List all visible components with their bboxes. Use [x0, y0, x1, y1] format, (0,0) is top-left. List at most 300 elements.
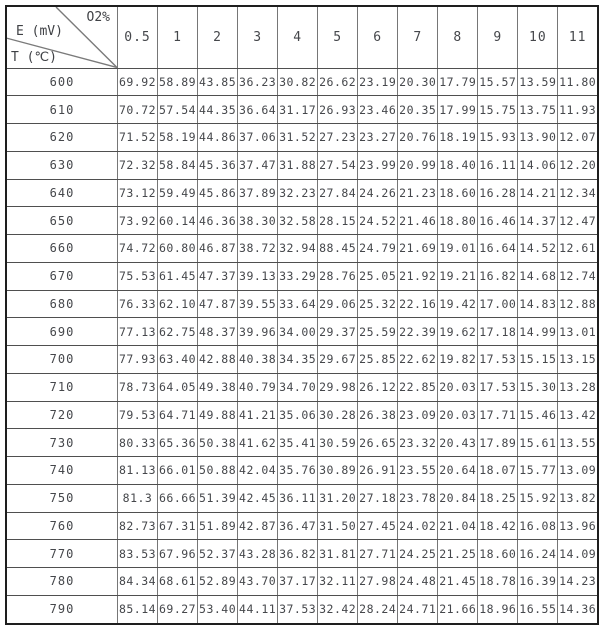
emv-value-cell: 52.89: [198, 568, 238, 596]
emv-value-cell: 21.92: [398, 262, 438, 290]
emv-value-cell: 14.06: [518, 151, 558, 179]
emv-value-cell: 16.28: [478, 179, 518, 207]
emv-value-cell: 60.14: [158, 207, 198, 235]
emv-value-cell: 14.21: [518, 179, 558, 207]
emv-value-cell: 15.93: [478, 124, 518, 152]
emv-value-cell: 21.23: [398, 179, 438, 207]
emv-value-cell: 65.36: [158, 429, 198, 457]
emv-value-cell: 58.89: [158, 68, 198, 96]
emv-value-cell: 34.70: [278, 373, 318, 401]
temperature-cell: 630: [6, 151, 118, 179]
emv-value-cell: 15.92: [518, 484, 558, 512]
emv-value-cell: 36.23: [238, 68, 278, 96]
emv-value-cell: 50.38: [198, 429, 238, 457]
emv-value-cell: 30.28: [318, 401, 358, 429]
emv-value-cell: 18.80: [438, 207, 478, 235]
emv-value-cell: 81.3: [118, 484, 158, 512]
emv-value-cell: 22.39: [398, 318, 438, 346]
emv-value-cell: 37.17: [278, 568, 318, 596]
emv-value-cell: 64.71: [158, 401, 198, 429]
emv-value-cell: 38.30: [238, 207, 278, 235]
emv-value-cell: 20.30: [398, 68, 438, 96]
emv-value-cell: 21.25: [438, 540, 478, 568]
emv-value-cell: 28.15: [318, 207, 358, 235]
emv-value-cell: 18.78: [478, 568, 518, 596]
emv-value-cell: 47.37: [198, 262, 238, 290]
emv-value-cell: 11.93: [558, 96, 598, 124]
emv-value-cell: 34.35: [278, 346, 318, 374]
temperature-cell: 740: [6, 457, 118, 485]
o2-column-header-5: 5: [318, 6, 358, 68]
emv-value-cell: 29.67: [318, 346, 358, 374]
emv-value-cell: 29.98: [318, 373, 358, 401]
emv-value-cell: 40.38: [238, 346, 278, 374]
temperature-cell: 640: [6, 179, 118, 207]
emv-value-cell: 47.87: [198, 290, 238, 318]
emv-value-cell: 17.99: [438, 96, 478, 124]
table-row-620: [6, 124, 598, 152]
table-row-710: [6, 373, 598, 401]
emv-value-cell: 69.92: [118, 68, 158, 96]
emv-value-cell: 75.53: [118, 262, 158, 290]
emv-value-cell: 13.09: [558, 457, 598, 485]
emv-value-cell: 35.06: [278, 401, 318, 429]
emv-value-cell: 77.93: [118, 346, 158, 374]
table-row-770: [6, 540, 598, 568]
emv-value-cell: 12.20: [558, 151, 598, 179]
emv-value-cell: 29.06: [318, 290, 358, 318]
emv-value-cell: 18.25: [478, 484, 518, 512]
emv-value-cell: 14.36: [558, 595, 598, 624]
emv-value-cell: 14.52: [518, 235, 558, 263]
emv-value-cell: 21.69: [398, 235, 438, 263]
emv-value-cell: 15.30: [518, 373, 558, 401]
table-row-640: [6, 179, 598, 207]
emv-value-cell: 67.96: [158, 540, 198, 568]
emv-value-cell: 16.08: [518, 512, 558, 540]
emv-value-cell: 60.80: [158, 235, 198, 263]
temperature-cell: 750: [6, 484, 118, 512]
emv-value-cell: 69.27: [158, 595, 198, 624]
emv-value-cell: 14.37: [518, 207, 558, 235]
emv-value-cell: 18.60: [438, 179, 478, 207]
emv-value-cell: 24.02: [398, 512, 438, 540]
emv-value-cell: 13.82: [558, 484, 598, 512]
emv-value-cell: 16.46: [478, 207, 518, 235]
table-row-720: [6, 401, 598, 429]
table-body: [6, 68, 598, 624]
emv-value-cell: 66.01: [158, 457, 198, 485]
emv-value-cell: 77.13: [118, 318, 158, 346]
emv-value-cell: 72.32: [118, 151, 158, 179]
temperature-cell: 720: [6, 401, 118, 429]
emv-value-cell: 27.18: [358, 484, 398, 512]
emv-value-cell: 44.35: [198, 96, 238, 124]
emv-value-cell: 44.11: [238, 595, 278, 624]
emv-value-cell: 20.03: [438, 373, 478, 401]
emv-value-cell: 20.84: [438, 484, 478, 512]
emv-value-cell: 84.34: [118, 568, 158, 596]
emv-value-cell: 16.55: [518, 595, 558, 624]
emv-value-cell: 33.29: [278, 262, 318, 290]
table-row-680: [6, 290, 598, 318]
emv-value-cell: 15.57: [478, 68, 518, 96]
emv-value-cell: 17.89: [478, 429, 518, 457]
o2-column-header-4: 4: [278, 6, 318, 68]
o2-column-header-7: 7: [398, 6, 438, 68]
emv-value-cell: 36.11: [278, 484, 318, 512]
emv-value-cell: 26.93: [318, 96, 358, 124]
emv-value-cell: 82.73: [118, 512, 158, 540]
temperature-cell: 600: [6, 68, 118, 96]
emv-value-cell: 16.39: [518, 568, 558, 596]
emv-value-cell: 42.04: [238, 457, 278, 485]
temperature-cell: 710: [6, 373, 118, 401]
emv-value-cell: 23.99: [358, 151, 398, 179]
emv-value-cell: 70.72: [118, 96, 158, 124]
emv-value-cell: 17.53: [478, 373, 518, 401]
emv-value-cell: 15.46: [518, 401, 558, 429]
table-row-670: [6, 262, 598, 290]
emv-value-cell: 62.75: [158, 318, 198, 346]
o2-column-header-3: 3: [238, 6, 278, 68]
emv-value-cell: 62.10: [158, 290, 198, 318]
emv-value-cell: 15.15: [518, 346, 558, 374]
temperature-cell: 700: [6, 346, 118, 374]
temperature-cell: 730: [6, 429, 118, 457]
emv-value-cell: 29.37: [318, 318, 358, 346]
emv-value-cell: 34.00: [278, 318, 318, 346]
emv-value-cell: 20.35: [398, 96, 438, 124]
emv-value-cell: 16.24: [518, 540, 558, 568]
emv-value-cell: 18.07: [478, 457, 518, 485]
o2-column-header-8: 8: [438, 6, 478, 68]
emv-value-cell: 24.25: [398, 540, 438, 568]
emv-value-cell: 39.13: [238, 262, 278, 290]
emv-value-cell: 14.83: [518, 290, 558, 318]
emv-value-cell: 32.58: [278, 207, 318, 235]
emv-value-cell: 58.19: [158, 124, 198, 152]
emv-value-cell: 51.89: [198, 512, 238, 540]
emv-value-cell: 20.99: [398, 151, 438, 179]
emv-value-cell: 27.45: [358, 512, 398, 540]
emv-value-cell: 13.28: [558, 373, 598, 401]
table-row-630: [6, 151, 598, 179]
emv-value-cell: 27.23: [318, 124, 358, 152]
emv-value-cell: 73.92: [118, 207, 158, 235]
emv-value-cell: 19.82: [438, 346, 478, 374]
o2-column-header-6: 6: [358, 6, 398, 68]
o2-percent-label: O2%: [86, 10, 110, 25]
emv-value-cell: 57.54: [158, 96, 198, 124]
emv-value-cell: 41.62: [238, 429, 278, 457]
emv-value-cell: 25.59: [358, 318, 398, 346]
emv-value-cell: 27.71: [358, 540, 398, 568]
emv-value-cell: 13.55: [558, 429, 598, 457]
emv-value-cell: 36.47: [278, 512, 318, 540]
emv-value-cell: 17.71: [478, 401, 518, 429]
emv-value-cell: 12.74: [558, 262, 598, 290]
emv-value-cell: 43.85: [198, 68, 238, 96]
table-header: [6, 6, 598, 68]
emv-value-cell: 12.47: [558, 207, 598, 235]
emv-value-cell: 26.38: [358, 401, 398, 429]
emv-value-cell: 38.72: [238, 235, 278, 263]
emv-value-cell: 25.32: [358, 290, 398, 318]
temperature-cell: 680: [6, 290, 118, 318]
column-header-row: [6, 6, 598, 68]
table-row-600: [6, 68, 598, 96]
emv-value-cell: 42.87: [238, 512, 278, 540]
emv-value-cell: 17.18: [478, 318, 518, 346]
emv-value-cell: 35.76: [278, 457, 318, 485]
emv-value-cell: 16.64: [478, 235, 518, 263]
emv-value-cell: 26.65: [358, 429, 398, 457]
emv-value-cell: 51.39: [198, 484, 238, 512]
temperature-cell: 660: [6, 235, 118, 263]
emv-value-cell: 71.52: [118, 124, 158, 152]
emv-value-cell: 37.89: [238, 179, 278, 207]
temperature-cell: 760: [6, 512, 118, 540]
emv-value-cell: 16.11: [478, 151, 518, 179]
emv-value-cell: 24.26: [358, 179, 398, 207]
emv-value-cell: 81.13: [118, 457, 158, 485]
table-row-750: [6, 484, 598, 512]
emv-lookup-table: [5, 5, 599, 625]
emv-value-cell: 23.55: [398, 457, 438, 485]
emv-value-cell: 59.49: [158, 179, 198, 207]
emv-value-cell: 19.01: [438, 235, 478, 263]
emv-value-cell: 21.45: [438, 568, 478, 596]
emv-value-cell: 18.42: [478, 512, 518, 540]
emv-value-cell: 44.86: [198, 124, 238, 152]
emv-value-cell: 23.46: [358, 96, 398, 124]
emv-value-cell: 32.11: [318, 568, 358, 596]
table-row-790: [6, 595, 598, 624]
o2-column-header-0.5: 0.5: [118, 6, 158, 68]
emv-value-cell: 22.16: [398, 290, 438, 318]
emv-value-cell: 24.52: [358, 207, 398, 235]
emv-value-cell: 11.80: [558, 68, 598, 96]
emv-value-cell: 88.45: [318, 235, 358, 263]
temperature-cell: 620: [6, 124, 118, 152]
emv-value-cell: 13.01: [558, 318, 598, 346]
emv-value-cell: 63.40: [158, 346, 198, 374]
emv-value-cell: 26.62: [318, 68, 358, 96]
emv-value-cell: 30.59: [318, 429, 358, 457]
emv-value-cell: 18.60: [478, 540, 518, 568]
o2-column-header-2: 2: [198, 6, 238, 68]
emv-value-cell: 17.53: [478, 346, 518, 374]
emv-value-cell: 12.34: [558, 179, 598, 207]
table-row-690: [6, 318, 598, 346]
emv-value-cell: 31.88: [278, 151, 318, 179]
emv-value-cell: 67.31: [158, 512, 198, 540]
emv-value-cell: 23.32: [398, 429, 438, 457]
emv-value-cell: 19.62: [438, 318, 478, 346]
emv-value-cell: 39.55: [238, 290, 278, 318]
emv-value-cell: 30.89: [318, 457, 358, 485]
emv-value-cell: 26.12: [358, 373, 398, 401]
emv-value-cell: 21.66: [438, 595, 478, 624]
emv-value-cell: 41.21: [238, 401, 278, 429]
emv-value-cell: 22.85: [398, 373, 438, 401]
emv-value-cell: 14.68: [518, 262, 558, 290]
emv-value-cell: 43.28: [238, 540, 278, 568]
emv-value-cell: 12.07: [558, 124, 598, 152]
emv-value-cell: 20.64: [438, 457, 478, 485]
emv-value-cell: 20.43: [438, 429, 478, 457]
emv-value-cell: 61.45: [158, 262, 198, 290]
emv-value-cell: 85.14: [118, 595, 158, 624]
emv-value-cell: 39.96: [238, 318, 278, 346]
emv-value-cell: 23.27: [358, 124, 398, 152]
emv-value-cell: 83.53: [118, 540, 158, 568]
emv-value-cell: 36.64: [238, 96, 278, 124]
emv-value-cell: 26.91: [358, 457, 398, 485]
temperature-axis-label: T (℃): [11, 49, 57, 65]
emv-value-cell: 13.90: [518, 124, 558, 152]
emv-value-cell: 42.88: [198, 346, 238, 374]
emv-value-cell: 74.72: [118, 235, 158, 263]
emv-value-cell: 76.33: [118, 290, 158, 318]
emv-value-cell: 21.46: [398, 207, 438, 235]
emv-value-cell: 50.88: [198, 457, 238, 485]
emv-value-cell: 31.52: [278, 124, 318, 152]
corner-header-cell: [6, 6, 118, 68]
table-row-760: [6, 512, 598, 540]
emv-value-cell: 48.37: [198, 318, 238, 346]
emv-value-cell: 40.79: [238, 373, 278, 401]
temperature-cell: 790: [6, 595, 118, 624]
emv-value-cell: 13.59: [518, 68, 558, 96]
emv-value-cell: 14.09: [558, 540, 598, 568]
emv-value-cell: 17.79: [438, 68, 478, 96]
temperature-cell: 670: [6, 262, 118, 290]
emv-value-cell: 15.61: [518, 429, 558, 457]
emv-value-cell: 31.20: [318, 484, 358, 512]
emv-value-cell: 45.36: [198, 151, 238, 179]
emv-value-cell: 27.54: [318, 151, 358, 179]
emv-value-cell: 21.04: [438, 512, 478, 540]
emv-value-cell: 49.38: [198, 373, 238, 401]
emv-value-cell: 27.98: [358, 568, 398, 596]
temperature-cell: 780: [6, 568, 118, 596]
emv-value-cell: 24.79: [358, 235, 398, 263]
emv-value-cell: 14.23: [558, 568, 598, 596]
emv-value-cell: 49.88: [198, 401, 238, 429]
emv-value-cell: 14.99: [518, 318, 558, 346]
o2-column-header-9: 9: [478, 6, 518, 68]
emv-value-cell: 53.40: [198, 595, 238, 624]
emv-value-cell: 13.75: [518, 96, 558, 124]
emv-value-cell: 19.21: [438, 262, 478, 290]
emv-value-cell: 12.61: [558, 235, 598, 263]
o2-column-header-1: 1: [158, 6, 198, 68]
table-row-700: [6, 346, 598, 374]
emv-value-cell: 23.19: [358, 68, 398, 96]
emv-value-cell: 66.66: [158, 484, 198, 512]
emv-value-cell: 24.71: [398, 595, 438, 624]
emv-value-cell: 46.36: [198, 207, 238, 235]
emv-value-cell: 16.82: [478, 262, 518, 290]
emv-value-cell: 15.75: [478, 96, 518, 124]
emv-value-cell: 58.84: [158, 151, 198, 179]
emv-value-cell: 23.78: [398, 484, 438, 512]
emv-value-cell: 73.12: [118, 179, 158, 207]
emv-value-cell: 37.47: [238, 151, 278, 179]
emv-value-cell: 13.15: [558, 346, 598, 374]
emv-value-cell: 45.86: [198, 179, 238, 207]
emv-value-cell: 31.50: [318, 512, 358, 540]
emv-value-cell: 15.77: [518, 457, 558, 485]
emv-value-cell: 17.00: [478, 290, 518, 318]
emv-value-cell: 37.06: [238, 124, 278, 152]
temperature-cell: 650: [6, 207, 118, 235]
emv-value-cell: 42.45: [238, 484, 278, 512]
emv-label: E (mV): [16, 24, 63, 39]
emv-value-cell: 52.37: [198, 540, 238, 568]
emv-value-cell: 23.09: [398, 401, 438, 429]
emv-value-cell: 35.41: [278, 429, 318, 457]
emv-value-cell: 20.03: [438, 401, 478, 429]
temperature-cell: 690: [6, 318, 118, 346]
emv-value-cell: 31.17: [278, 96, 318, 124]
emv-value-cell: 18.40: [438, 151, 478, 179]
emv-value-cell: 30.82: [278, 68, 318, 96]
emv-value-cell: 80.33: [118, 429, 158, 457]
emv-value-cell: 37.53: [278, 595, 318, 624]
emv-value-cell: 25.05: [358, 262, 398, 290]
emv-value-cell: 32.94: [278, 235, 318, 263]
table-row-650: [6, 207, 598, 235]
table-row-740: [6, 457, 598, 485]
emv-value-cell: 20.76: [398, 124, 438, 152]
emv-value-cell: 13.96: [558, 512, 598, 540]
table-row-660: [6, 235, 598, 263]
emv-value-cell: 24.48: [398, 568, 438, 596]
table-row-610: [6, 96, 598, 124]
emv-value-cell: 32.23: [278, 179, 318, 207]
emv-value-cell: 46.87: [198, 235, 238, 263]
emv-value-cell: 64.05: [158, 373, 198, 401]
emv-value-cell: 12.88: [558, 290, 598, 318]
emv-value-cell: 31.81: [318, 540, 358, 568]
emv-value-cell: 18.96: [478, 595, 518, 624]
o2-column-header-10: 10: [518, 6, 558, 68]
emv-value-cell: 28.76: [318, 262, 358, 290]
emv-value-cell: 36.82: [278, 540, 318, 568]
table-row-780: [6, 568, 598, 596]
temperature-cell: 770: [6, 540, 118, 568]
emv-value-cell: 43.70: [238, 568, 278, 596]
emv-value-cell: 22.62: [398, 346, 438, 374]
emv-value-cell: 33.64: [278, 290, 318, 318]
table-row-730: [6, 429, 598, 457]
emv-value-cell: 78.73: [118, 373, 158, 401]
emv-value-cell: 13.42: [558, 401, 598, 429]
emv-value-cell: 27.84: [318, 179, 358, 207]
temperature-cell: 610: [6, 96, 118, 124]
emv-value-cell: 19.42: [438, 290, 478, 318]
emv-value-cell: 18.19: [438, 124, 478, 152]
emv-value-cell: 79.53: [118, 401, 158, 429]
emv-value-cell: 25.85: [358, 346, 398, 374]
o2-column-header-11: 11: [558, 6, 598, 68]
emv-value-cell: 68.61: [158, 568, 198, 596]
emv-value-cell: 32.42: [318, 595, 358, 624]
emv-value-cell: 28.24: [358, 595, 398, 624]
